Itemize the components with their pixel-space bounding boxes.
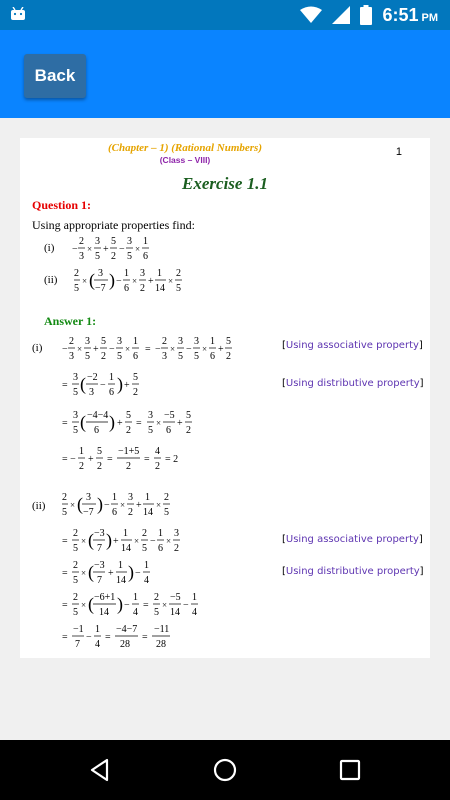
signal-icon — [332, 6, 350, 24]
svg-text:5: 5 — [111, 236, 116, 247]
svg-text:2: 2 — [62, 492, 67, 503]
svg-text:=: = — [107, 454, 113, 465]
svg-text:×: × — [81, 600, 87, 610]
svg-text:3: 3 — [148, 410, 153, 421]
svg-text:2: 2 — [128, 507, 133, 518]
answer-i-result: = 2 — [165, 454, 179, 465]
svg-text:14: 14 — [155, 283, 165, 294]
svg-text:−: − — [186, 344, 192, 355]
svg-text:5: 5 — [176, 283, 181, 294]
svg-text:2: 2 — [164, 492, 169, 503]
hint-bracket-open: [ — [282, 534, 286, 545]
svg-text:(: ( — [80, 412, 86, 432]
svg-text:7: 7 — [75, 639, 80, 650]
svg-text:2: 2 — [73, 528, 78, 539]
status-bar — [0, 0, 450, 30]
svg-text:−: − — [104, 500, 110, 511]
answer-ii-step-4 — [62, 590, 242, 620]
svg-text:1: 1 — [118, 560, 123, 571]
hint-bracket-close: ] — [419, 566, 424, 577]
recents-nav-icon[interactable] — [338, 758, 362, 782]
answer-part-i-label: (i) — [32, 342, 43, 354]
svg-text:2: 2 — [79, 461, 84, 472]
svg-text:×: × — [170, 344, 176, 354]
answer-ii-step-1 — [62, 490, 222, 520]
hint-bracket-open: [ — [282, 378, 286, 389]
svg-text:×: × — [77, 344, 83, 354]
answer-ii-step-3 — [62, 558, 182, 588]
svg-text:5: 5 — [117, 351, 122, 362]
svg-text:×: × — [81, 536, 87, 546]
svg-text:2: 2 — [162, 336, 167, 347]
svg-text:5: 5 — [62, 507, 67, 518]
wifi-icon — [300, 6, 322, 24]
hint-distributive-i — [282, 378, 424, 389]
svg-text:×: × — [166, 536, 172, 546]
svg-text:5: 5 — [148, 425, 153, 436]
svg-text:(: ( — [88, 530, 94, 550]
svg-text:(: ( — [89, 270, 95, 290]
svg-text:5: 5 — [127, 251, 132, 262]
svg-text:5: 5 — [178, 351, 183, 362]
svg-text:3: 3 — [86, 492, 91, 503]
hint-associative-i — [282, 340, 423, 351]
svg-text:5: 5 — [73, 543, 78, 554]
class-heading: (Class – VIII) — [159, 155, 211, 165]
svg-text:+: + — [218, 344, 224, 355]
back-button[interactable]: Back — [24, 54, 86, 98]
svg-text:4: 4 — [155, 446, 160, 457]
svg-text:2: 2 — [186, 425, 191, 436]
answer-part-ii-label: (ii) — [32, 500, 46, 512]
svg-text:3: 3 — [127, 236, 132, 247]
svg-text:=: = — [62, 600, 68, 611]
document-page — [20, 138, 430, 658]
svg-text:7: 7 — [97, 543, 102, 554]
svg-text:3: 3 — [73, 410, 78, 421]
svg-text:= −: = − — [62, 454, 76, 465]
answer-ii-step-5 — [62, 622, 222, 652]
svg-text:1: 1 — [109, 372, 114, 383]
svg-text:×: × — [132, 276, 138, 286]
svg-text:2: 2 — [97, 461, 102, 472]
hint-text: Using distributive property — [285, 378, 420, 389]
svg-text:5: 5 — [142, 543, 147, 554]
svg-text:−5: −5 — [164, 410, 175, 421]
svg-text:): ) — [117, 374, 123, 394]
svg-text:1: 1 — [133, 592, 138, 603]
svg-text:−: − — [135, 568, 141, 579]
question-title: Question 1: — [32, 198, 92, 212]
svg-text:3: 3 — [69, 351, 74, 362]
question-text: Using appropriate properties find: — [32, 218, 195, 232]
svg-text:−1+5: −1+5 — [118, 446, 140, 457]
svg-text:5: 5 — [186, 410, 191, 421]
svg-text:6: 6 — [112, 507, 117, 518]
back-nav-icon[interactable] — [88, 758, 112, 782]
svg-text:14: 14 — [99, 607, 109, 618]
svg-text:−: − — [100, 380, 106, 391]
clock-ampm: PM — [421, 11, 438, 24]
svg-text:+: + — [136, 500, 142, 511]
svg-text:−11: −11 — [154, 624, 170, 635]
svg-text:): ) — [109, 412, 115, 432]
answer-i-step-1 — [62, 334, 262, 364]
svg-text:1: 1 — [192, 592, 197, 603]
svg-text:−: − — [124, 600, 130, 611]
svg-text:2: 2 — [155, 461, 160, 472]
svg-text:4: 4 — [144, 575, 149, 586]
question-part-ii-expression — [74, 266, 224, 296]
svg-text:1: 1 — [158, 528, 163, 539]
svg-text:5: 5 — [97, 446, 102, 457]
svg-text:=: = — [62, 418, 68, 429]
svg-text:2: 2 — [69, 336, 74, 347]
svg-text:×: × — [156, 418, 162, 428]
svg-text:2: 2 — [74, 268, 79, 279]
chapter-heading: (Chapter – 1) (Rational Numbers) — [107, 142, 262, 154]
svg-text:−: − — [155, 344, 161, 355]
answer-title: Answer 1: — [44, 314, 97, 328]
svg-text:6: 6 — [94, 425, 99, 436]
svg-text:5: 5 — [133, 372, 138, 383]
svg-text:=: = — [105, 632, 111, 643]
svg-text:2: 2 — [126, 461, 131, 472]
svg-text:−3: −3 — [94, 560, 105, 571]
hint-bracket-open: [ — [282, 340, 286, 351]
svg-text:×: × — [168, 276, 174, 286]
svg-text:6: 6 — [109, 387, 114, 398]
svg-text:1: 1 — [144, 560, 149, 571]
svg-text:1: 1 — [123, 528, 128, 539]
svg-text:1: 1 — [79, 446, 84, 457]
svg-text:5: 5 — [226, 336, 231, 347]
svg-text:−: − — [150, 536, 156, 547]
svg-text:−1: −1 — [73, 624, 84, 635]
svg-text:×: × — [134, 536, 140, 546]
svg-text:×: × — [162, 600, 168, 610]
svg-text:×: × — [87, 244, 93, 254]
svg-text:2: 2 — [176, 268, 181, 279]
svg-text:3: 3 — [162, 351, 167, 362]
answer-ii-step-2 — [62, 526, 222, 556]
svg-text:28: 28 — [156, 639, 166, 650]
svg-text:3: 3 — [178, 336, 183, 347]
svg-text:3: 3 — [85, 336, 90, 347]
svg-text:2: 2 — [174, 543, 179, 554]
svg-text:2: 2 — [111, 251, 116, 262]
svg-text:5: 5 — [164, 507, 169, 518]
svg-text:2: 2 — [73, 592, 78, 603]
hint-bracket-close: ] — [419, 378, 424, 389]
question-part-i-label: (i) — [44, 242, 55, 254]
svg-text:−5: −5 — [170, 592, 181, 603]
svg-text:+: + — [88, 454, 94, 465]
svg-text:5: 5 — [154, 607, 159, 618]
svg-text:=: = — [62, 632, 68, 643]
svg-text:6: 6 — [133, 351, 138, 362]
svg-text:1: 1 — [210, 336, 215, 347]
svg-text:1: 1 — [124, 268, 129, 279]
svg-text:−4−7: −4−7 — [116, 624, 138, 635]
svg-text:4: 4 — [95, 639, 100, 650]
svg-text:×: × — [202, 344, 208, 354]
app-bar — [0, 30, 450, 118]
svg-text:=: = — [62, 536, 68, 547]
svg-text:2: 2 — [226, 351, 231, 362]
svg-text:−: − — [86, 632, 92, 643]
svg-text:5: 5 — [95, 251, 100, 262]
svg-text:3: 3 — [174, 528, 179, 539]
clock-time: 6:51 — [382, 4, 419, 25]
home-nav-icon[interactable] — [213, 758, 237, 782]
svg-text:1: 1 — [145, 492, 150, 503]
svg-text:5: 5 — [126, 410, 131, 421]
hint-associative-ii — [282, 534, 423, 545]
svg-text:−: − — [62, 344, 68, 355]
hint-text: Using associative property — [285, 534, 419, 545]
svg-text:): ) — [97, 494, 103, 514]
hint-distributive-ii — [282, 566, 424, 577]
svg-text:14: 14 — [121, 543, 131, 554]
svg-text:=: = — [144, 454, 150, 465]
svg-text:4: 4 — [133, 607, 138, 618]
svg-text:14: 14 — [116, 575, 126, 586]
answer-i-step-2 — [62, 370, 182, 402]
svg-text:2: 2 — [126, 425, 131, 436]
svg-text:5: 5 — [73, 575, 78, 586]
svg-text:=: = — [142, 632, 148, 643]
svg-text:1: 1 — [143, 236, 148, 247]
svg-text:2: 2 — [101, 351, 106, 362]
svg-text:+: + — [148, 276, 154, 287]
hint-bracket-open: [ — [282, 566, 286, 577]
svg-text:+: + — [93, 344, 99, 355]
hint-text: Using associative property — [285, 340, 419, 351]
svg-text:): ) — [128, 562, 134, 582]
svg-text:(: ( — [88, 594, 94, 614]
svg-text:6: 6 — [158, 543, 163, 554]
question-part-i-expression — [72, 234, 182, 264]
svg-text:=: = — [62, 568, 68, 579]
svg-text:−: − — [119, 244, 125, 255]
svg-text:5: 5 — [101, 336, 106, 347]
answer-i-step-3 — [62, 408, 222, 440]
svg-text:×: × — [120, 500, 126, 510]
svg-text:1: 1 — [112, 492, 117, 503]
exercise-title: Exercise 1.1 — [182, 174, 268, 193]
svg-text:3: 3 — [95, 236, 100, 247]
svg-text:2: 2 — [79, 236, 84, 247]
svg-text:−4−4: −4−4 — [87, 410, 109, 421]
page-number: 1 — [395, 146, 402, 158]
svg-text:−: − — [109, 344, 115, 355]
svg-text:14: 14 — [143, 507, 153, 518]
svg-text:): ) — [109, 270, 115, 290]
svg-text:5: 5 — [194, 351, 199, 362]
svg-text:3: 3 — [140, 268, 145, 279]
svg-text:28: 28 — [120, 639, 130, 650]
svg-text:=: = — [62, 380, 68, 391]
svg-text:5: 5 — [74, 283, 79, 294]
svg-text:3: 3 — [128, 492, 133, 503]
svg-text:2: 2 — [140, 283, 145, 294]
svg-text:1: 1 — [133, 336, 138, 347]
svg-text:): ) — [106, 530, 112, 550]
svg-text:(: ( — [80, 374, 86, 394]
svg-text:=: = — [145, 344, 151, 355]
svg-text:−2: −2 — [87, 372, 98, 383]
svg-text:−7: −7 — [83, 507, 94, 518]
svg-text:5: 5 — [73, 387, 78, 398]
clock — [382, 5, 438, 26]
question-part-ii-label: (ii) — [44, 274, 58, 286]
hint-bracket-close: ] — [418, 340, 423, 351]
svg-text:×: × — [82, 276, 88, 286]
svg-text:2: 2 — [73, 560, 78, 571]
svg-text:2: 2 — [154, 592, 159, 603]
svg-text:×: × — [156, 500, 162, 510]
answer-i-step-4 — [62, 444, 222, 476]
svg-text:5: 5 — [85, 351, 90, 362]
svg-text:(: ( — [77, 494, 83, 514]
svg-text:3: 3 — [89, 387, 94, 398]
svg-text:−: − — [183, 600, 189, 611]
svg-text:3: 3 — [194, 336, 199, 347]
svg-text:1: 1 — [95, 624, 100, 635]
svg-text:6: 6 — [166, 425, 171, 436]
svg-text:3: 3 — [73, 372, 78, 383]
svg-text:−: − — [116, 276, 122, 287]
svg-text:×: × — [125, 344, 131, 354]
svg-text:5: 5 — [73, 425, 78, 436]
svg-text:3: 3 — [117, 336, 122, 347]
svg-text:+: + — [113, 536, 119, 547]
svg-text:=: = — [143, 600, 149, 611]
svg-text:−3: −3 — [94, 528, 105, 539]
svg-text:(: ( — [88, 562, 94, 582]
android-icon — [10, 7, 26, 21]
svg-text:×: × — [70, 500, 76, 510]
battery-icon — [360, 5, 372, 25]
svg-text:−6+1: −6+1 — [94, 592, 116, 603]
svg-text:7: 7 — [97, 575, 102, 586]
svg-text:×: × — [135, 244, 141, 254]
svg-text:−7: −7 — [95, 283, 106, 294]
svg-text:2: 2 — [133, 387, 138, 398]
svg-text:1: 1 — [157, 268, 162, 279]
navigation-bar — [0, 740, 450, 800]
svg-text:+: + — [177, 418, 183, 429]
svg-text:): ) — [117, 594, 123, 614]
svg-text:×: × — [81, 568, 87, 578]
content-area[interactable] — [0, 118, 450, 740]
svg-text:6: 6 — [143, 251, 148, 262]
svg-text:14: 14 — [170, 607, 180, 618]
svg-text:+: + — [108, 568, 114, 579]
svg-text:−: − — [72, 244, 78, 255]
svg-text:5: 5 — [73, 607, 78, 618]
svg-text:+: + — [103, 244, 109, 255]
svg-text:6: 6 — [210, 351, 215, 362]
svg-text:=: = — [136, 418, 142, 429]
svg-text:3: 3 — [98, 268, 103, 279]
svg-text:3: 3 — [79, 251, 84, 262]
svg-text:6: 6 — [124, 283, 129, 294]
svg-text:+: + — [117, 418, 123, 429]
svg-text:+: + — [124, 380, 130, 391]
hint-text: Using distributive property — [285, 566, 420, 577]
svg-text:4: 4 — [192, 607, 197, 618]
hint-bracket-close: ] — [418, 534, 423, 545]
svg-text:2: 2 — [142, 528, 147, 539]
